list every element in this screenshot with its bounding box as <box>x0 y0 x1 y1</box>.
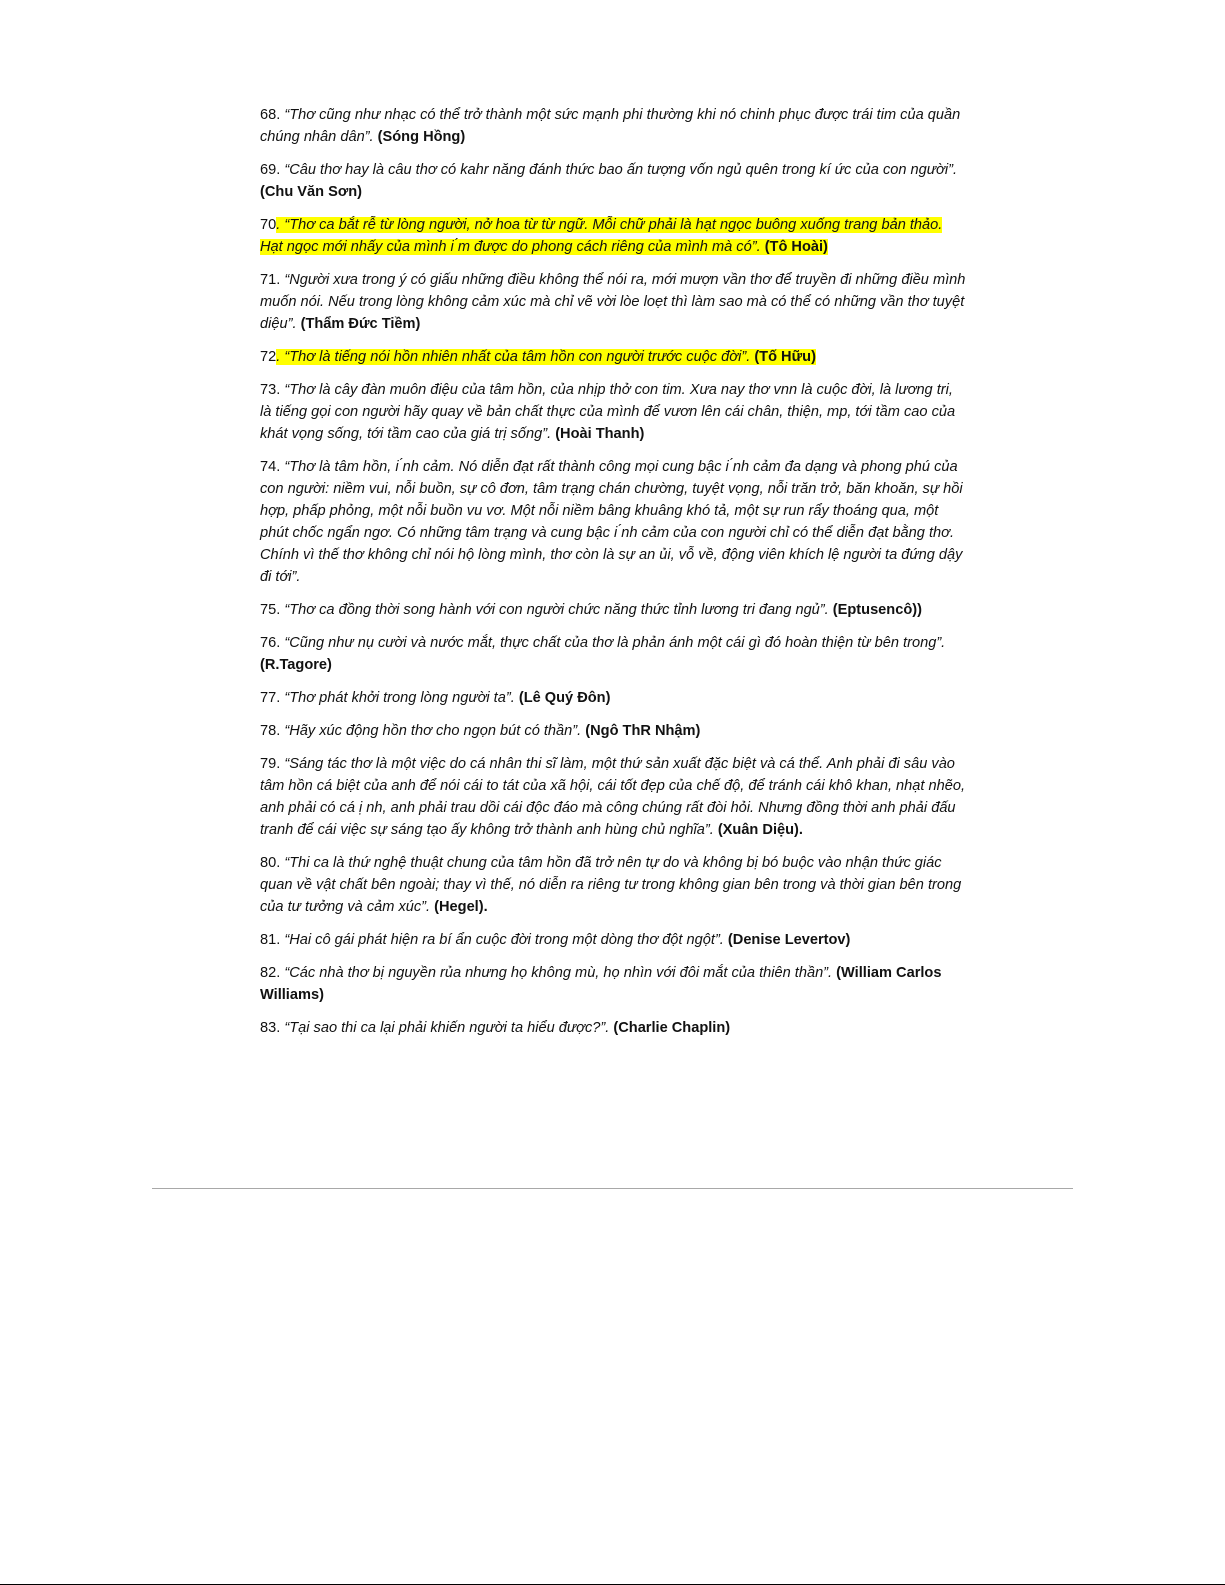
quote-author: (Charlie Chaplin) <box>613 1020 731 1036</box>
quote-author: (Sóng Hồng) <box>377 129 466 145</box>
quote-74 <box>260 456 966 588</box>
quote-author: (William Carlos Williams) <box>260 965 942 1003</box>
quote-author: (Denise Levertov) <box>727 932 851 948</box>
quote-author: (R.Tagore) <box>260 657 332 673</box>
quote-number: 71. <box>260 272 281 288</box>
quote-72-highlighted <box>260 346 966 368</box>
quote-text: “Người xưa trong ý có giấu những điều không thể nói ra, mới mượn vần thơ để truyền đi những điều mình muốn nói. Nếu trong lòng không cảm xúc mà chỉ vẽ vời lòe loẹt thì làm sao mà có thể có những vần thơ tuyệt diệu”. <box>260 272 966 332</box>
quote-82 <box>260 962 966 1006</box>
quote-69 <box>260 159 966 203</box>
quote-number: 83. <box>260 1020 281 1036</box>
quote-text: “Sáng tác thơ là một việc do cá nhân thi sĩ làm, một thứ sản xuất đặc biệt và cá thể. Anh phải đi sâu vào tâm hồn cá biệt của anh để nói cái to tát của xã hội, cái tốt đẹp của chế độ, để tránh cái khô khan, nhạt nhẽo, anh phải có cá i ̣nh, anh phải trau dồi cái độc đáo mà công chúng rất đòi hỏi. Nhưng đồng thời anh phải đấu tranh để cái việc sự sáng tạo ấy không trở thành anh hùng chủ nghĩa”. <box>260 756 966 838</box>
quote-number: 75. <box>260 602 281 618</box>
quote-number: 68. <box>260 107 281 123</box>
quote-73 <box>260 379 966 445</box>
quote-83 <box>260 1017 966 1039</box>
quote-number: 76. <box>260 635 281 651</box>
quote-author: (Hegel). <box>434 899 488 915</box>
quote-number: 80. <box>260 855 281 871</box>
quote-author: (Ngô ThR Nhậm) <box>585 723 701 739</box>
document-body <box>260 104 966 1050</box>
quote-79 <box>260 753 966 841</box>
quote-70-highlighted <box>260 214 966 258</box>
quote-81 <box>260 929 966 951</box>
quote-author: (Hoài Thanh) <box>555 426 645 442</box>
quote-text: “Hãy xúc động hồn thơ cho ngọn bút có thần”. <box>280 723 582 739</box>
quote-text: “Thơ là cây đàn muôn điệu của tâm hồn, của nhịp thở con tim. Xưa nay thơ vnn là cuộc đời, là lương tri, là tiếng gọi con người hãy quay về bản chất thực của mình để vươn lên cái chân, thiện, mp, tới tầm cao của khát vọng sống, tới tầm cao của giá trị sống”. <box>260 382 956 442</box>
quote-number: 81. <box>260 932 281 948</box>
quote-number: 74. <box>260 459 281 475</box>
quote-number: 70 <box>260 217 277 233</box>
quote-text: “Thi ca là thứ nghệ thuật chung của tâm hồn đã trở nên tự do và không bị bó buộc vào nhận thức giác quan về vật chất bên ngoài; thay vì thế, nó diễn ra riêng tư trong không gian bên trong và thời gian bên trong của tư tưởng và cảm xúc”. <box>260 855 962 915</box>
quote-number: 72 <box>260 349 277 365</box>
quote-author: (Thẩm Đức Tiềm) <box>300 316 421 332</box>
quote-text: “Thơ là tâm hồn, i ́nh cảm. Nó diễn đạt rất thành công mọi cung bậc i ́nh cảm đa dạng và phong phú của con người: niềm vui, nỗi buồn, sự cô đơn, tâm trạng chán chường, tuyệt vọng, nỗi trăn trở, băn khoăn, sự hồi hợp, phấp phỏng, một nỗi buồn vu vơ. Một nỗi niềm bâng khuâng khó tả, một sự run rẩy thoáng qua, một phút chốc ngẩn ngơ. Có những tâm trạng và cung bậc i ́nh cảm của con người chỉ có thể diễn đạt bằng thơ. Chính vì thế thơ không chỉ nói hộ lòng mình, thơ còn là sự an ủi, vỗ về, động viên khích lệ người ta đứng dậy đi tới”. <box>260 459 963 585</box>
quote-author: (Tố Hữu) <box>754 349 816 365</box>
quote-76 <box>260 632 966 676</box>
quote-author: (Xuân Diệu). <box>717 822 803 838</box>
quote-number: 69. <box>260 162 281 178</box>
quote-71 <box>260 269 966 335</box>
quote-author: (Eptusencô)) <box>832 602 922 618</box>
quote-text: . “Thơ là tiếng nói hồn nhiên nhất của tâm hồn con người trước cuộc đời”. <box>276 349 751 365</box>
quote-author: (Chu Văn Sơn) <box>260 184 362 200</box>
quote-text: “Thơ cũng như nhạc có thể trở thành một sức mạnh phi thường khi nó chinh phục được trái tim của quần chúng nhân dân”. <box>260 107 961 145</box>
quote-text: “Các nhà thơ bị nguyền rủa nhưng họ không mù, họ nhìn với đôi mắt của thiên thần”. <box>280 965 833 981</box>
quote-author: (Tô Hoài) <box>764 239 828 255</box>
page-break-divider <box>152 1188 1073 1189</box>
quote-77 <box>260 687 966 709</box>
quote-text: . “Thơ ca bắt rễ từ lòng người, nở hoa từ từ ngữ. Mỗi chữ phải là hạt ngọc buông xuống trang bản thảo. Hạt ngọc mới nhấy của mình i ́m được do phong cách riêng của mình mà có”. <box>260 217 943 255</box>
quote-number: 78. <box>260 723 281 739</box>
quote-number: 73. <box>260 382 281 398</box>
quote-78 <box>260 720 966 742</box>
quote-text: “Thơ ca đồng thời song hành với con người chức năng thức tỉnh lương tri đang ngủ”. <box>284 602 829 618</box>
quote-80 <box>260 852 966 918</box>
quote-text: “Hai cô gái phát hiện ra bí ẩn cuộc đời trong một dòng thơ đột ngột”. <box>280 932 724 948</box>
quote-text: “Cũng như nụ cười và nước mắt, thực chất của thơ là phản ánh một cái gì đó hoàn thiện từ bên trong”. <box>284 635 946 651</box>
quote-number: 79. <box>260 756 281 772</box>
quote-68 <box>260 104 966 148</box>
quote-text: “Câu thơ hay là câu thơ có kahr năng đánh thức bao ấn tượng vốn ngủ quên trong kí ức của con người”. <box>284 162 958 178</box>
quote-text: “Tại sao thi ca lại phải khiến người ta hiểu được?”. <box>284 1020 610 1036</box>
quote-text: “Thơ phát khởi trong lòng người ta”. <box>284 690 515 706</box>
quote-author: (Lê Quý Đôn) <box>518 690 611 706</box>
quote-number: 82. <box>260 965 281 981</box>
quote-number: 77. <box>260 690 281 706</box>
quote-75 <box>260 599 966 621</box>
